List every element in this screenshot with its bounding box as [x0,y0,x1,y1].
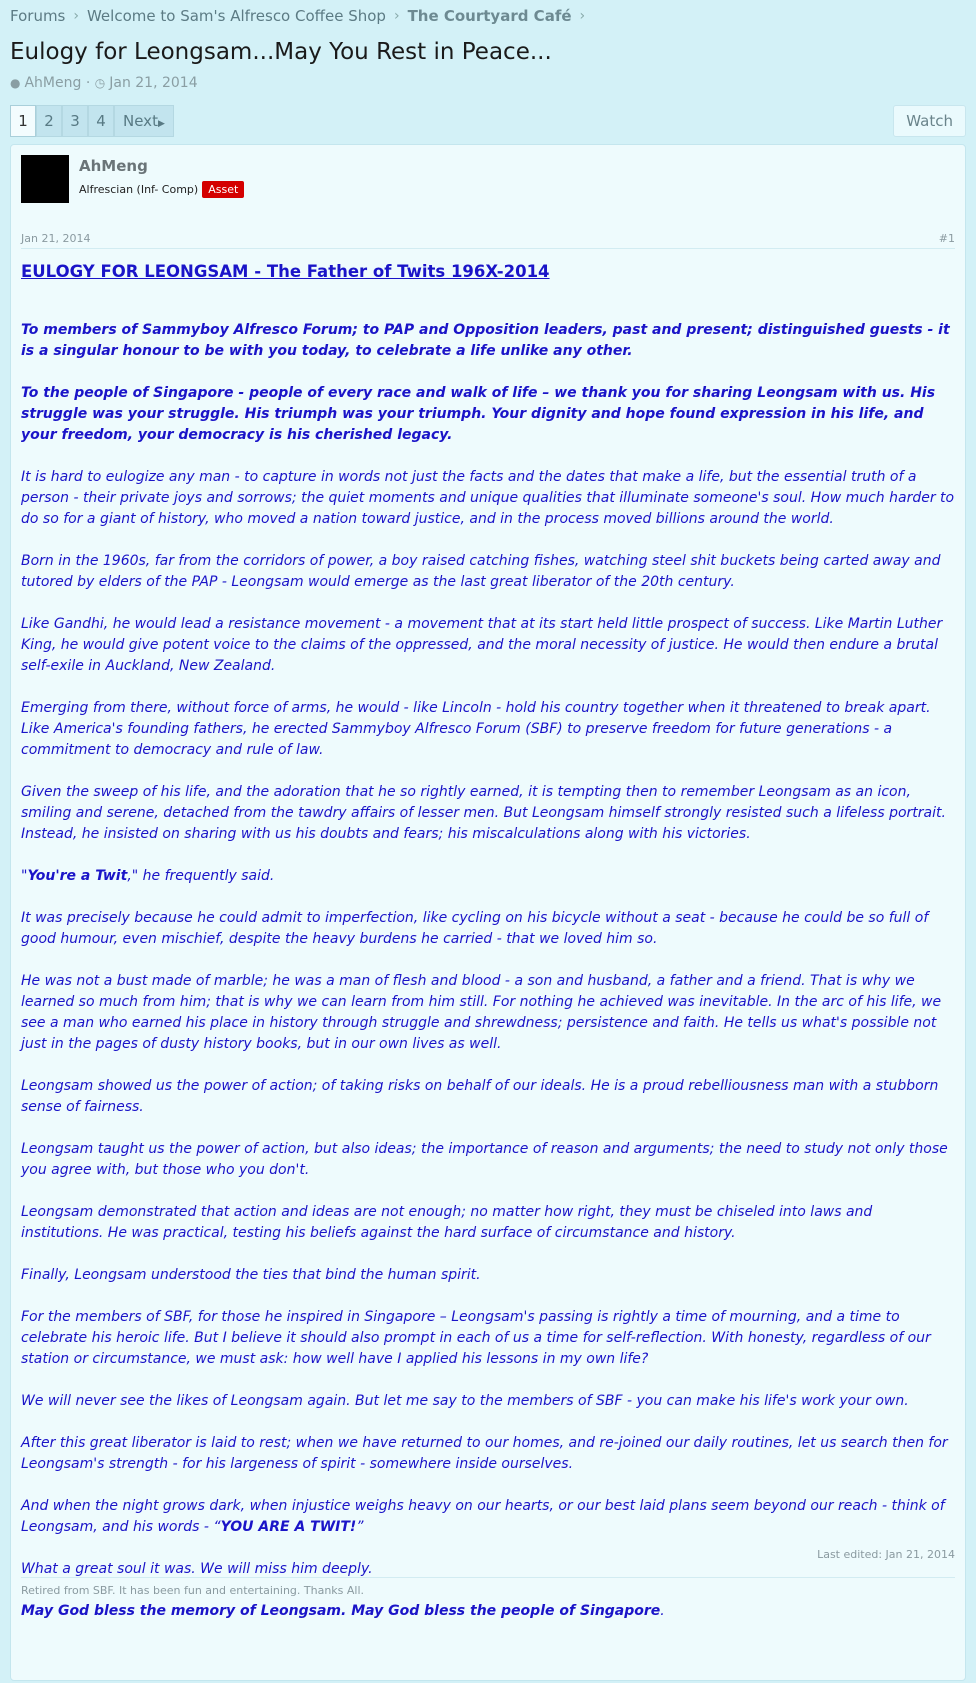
caret-right-icon: ▶ [157,119,165,129]
post-container [10,144,966,1681]
breadcrumb-coffee-shop[interactable]: Welcome to Sam's Alfresco Coffee Shop [86,7,386,25]
watch-button[interactable]: Watch [893,105,966,137]
twit-quote [21,866,955,887]
thread-title: Eulogy for Leongsam...May You Rest in Peace... [10,39,552,65]
avatar[interactable] [21,155,69,203]
paragraph-8: It was precisely because he could admit to imperfection, like cycling on his bicycle without a seat - because he could be so full of good humour, even mischief, despite the heavy burdens he carried - that we loved him so. [21,910,929,947]
breadcrumb [10,0,966,32]
night-bold: YOU ARE A TWIT! [220,1519,357,1535]
chevron-right-icon: › [73,8,79,24]
paragraph-15: We will never see the likes of Leongsam again. But let me say to the members of SBF - you can make his life's work your own. [21,1393,909,1409]
next-page-button[interactable] [114,105,174,137]
next-label: Next [123,112,158,130]
paragraph-6: Emerging from there, without force of arms, he would - like Lincoln - hold his country together when it threatened to break apart. Like America's founding fathers, he erected Sammyboy Alfresco Forum (SBF) to preserve freedom for future generations - a commitment to democracy and rule of law. [21,700,931,758]
paragraph-11: Leongsam taught us the power of action, but also ideas; the importance of reason and arguments; the need to study not only those you agree with, but those who you don't. [21,1141,948,1178]
thread-author[interactable]: AhMeng [24,75,82,91]
post-info [21,232,955,249]
user-icon: ● [10,76,21,90]
night-paragraph [21,1496,955,1538]
post-author [11,145,965,215]
paragraph-16: After this great liberator is laid to rest; when we have returned to our homes, and re-joined our daily routines, let us search then for Leongsam's strength - for his largeness of spirit - somewhere inside ourselves. [21,1435,948,1472]
paragraph-1: To members of Sammyboy Alfresco Forum; to PAP and Opposition leaders, past and present; distinguished guests - it is a singular honour to be with you today, to celebrate a life unlike any other. [21,322,950,359]
paragraph-9: He was not a bust made of marble; he was a man of flesh and blood - a son and husband, a father and a friend. That is why we learned so much from him; that is why we can learn from him still. For nothing he achieved was inevitable. In the arc of his life, we see a man who earned his place in history through struggle and shrewdness; persistence and faith. He tells us what's possible not just in the pages of dusty history books, but in our own lives as well. [21,973,942,1052]
post-number[interactable]: #1 [938,232,955,245]
eulogy-heading: EULOGY FOR LEONGSAM - The Father of Twits 196X-2014 [21,262,550,281]
paragraph-14: For the members of SBF, for those he inspired in Singapore – Leongsam's passing is rightly a time of mourning, and a time to celebrate his heroic life. But I believe it should also prompt in each of us a time for self-reflection. With honesty, regardless of our station or circumstance, we must ask: how well have I applied his lessons in my own life? [21,1309,931,1367]
paragraph-7: Given the sweep of his life, and the adoration that he so rightly earned, it is tempting then to remember Leongsam as an icon, smiling and serene, detached from the tawdry affairs of lesser men. But Leongsam himself strongly resisted such a lifeless portrait. Instead, he insisted on sharing with us his doubts and fears; his miscalculations along with his victories. [21,784,946,842]
user-title: Alfrescian (Inf- Comp) [79,183,199,196]
page-2-link[interactable]: 2 [36,105,62,137]
paragraph-3: It is hard to eulogize any man - to capture in words not just the facts and the dates that make a life, but the essential truth of a person - their private joys and sorrows; the quiet moments and unique qualities that illuminate someone's soul. How much harder to do so for a giant of history, who moved a nation toward justice, and in the process moved billions around the world. [21,469,955,527]
last-edited: Last edited: Jan 21, 2014 [817,1548,955,1561]
paragraph-17: What a great soul it was. We will miss him deeply. [21,1561,373,1577]
final-line: May God bless the memory of Leongsam. May God bless the people of Singapore [21,1603,661,1619]
paragraph-2: To the people of Singapore - people of every race and walk of life – we thank you for sharing Leongsam with us. His struggle was your struggle. His triumph was your triumph. Your dignity and hope found expression in his life, and your freedom, your democracy is his cherished legacy. [21,385,936,443]
post-username[interactable]: AhMeng [79,157,148,175]
page-3-link[interactable]: 3 [62,105,88,137]
quote-open: " [21,868,28,884]
paragraph-4: Born in the 1960s, far from the corridors of power, a boy raised catching fishes, watching steel shit buckets being carted away and tutored by elders of the PAP - Leongsam would emerge as the last great liberator of the 20th century. [21,553,941,590]
chevron-right-icon: › [579,8,586,24]
paragraph-12: Leongsam demonstrated that action and ideas are not enough; no matter how right, they must be chiseled into laws and institutions. He was practical, testing his beliefs against the hard surface of circumstance and history. [21,1204,873,1241]
clock-icon: ◷ [94,76,106,90]
thread-date[interactable]: Jan 21, 2014 [109,75,198,91]
page-1-link[interactable]: 1 [10,105,36,137]
breadcrumb-forums[interactable]: Forums [10,7,66,25]
night-text: And when the night grows dark, when injustice weighs heavy on our hearts, or our best laid plans seem beyond our reach - think of Leongsam, and his words - “ [21,1498,945,1535]
pagination [10,105,174,137]
quote-bold: You're a Twit [27,868,128,884]
thread-meta [10,72,966,94]
paragraph-5: Like Gandhi, he would lead a resistance movement - a movement that at its start held little prospect of success. Like Martin Luther King, he would give potent voice to the claims of the oppressed, and the moral necessity of justice. He would then endure a brutal self-exile in Auckland, New Zealand. [21,616,943,674]
paragraph-13: Finally, Leongsam understood the ties that bind the human spirit. [21,1267,481,1283]
post-date[interactable]: Jan 21, 2014 [21,232,91,245]
chevron-right-icon: › [393,8,400,24]
signature: Retired from SBF. It has been fun and entertaining. Thanks All. [21,1577,955,1597]
breadcrumb-courtyard-cafe[interactable]: The Courtyard Café [407,7,572,25]
pager-row [10,104,966,138]
paragraph-10: Leongsam showed us the power of action; of taking risks on behalf of our ideals. He is a proud rebelliousness man with a stubborn sense of fairness. [21,1078,939,1115]
night-end: ” [356,1519,364,1535]
author-info [79,157,244,215]
asset-badge: Asset [202,181,244,198]
user-title-row [79,181,244,198]
post-body [11,261,965,1622]
final-paragraph [21,1601,955,1622]
quote-rest: ," he frequently said. [127,868,275,884]
meta-separator: · [81,75,95,91]
final-dot: . [660,1603,665,1619]
page-4-link[interactable]: 4 [88,105,114,137]
